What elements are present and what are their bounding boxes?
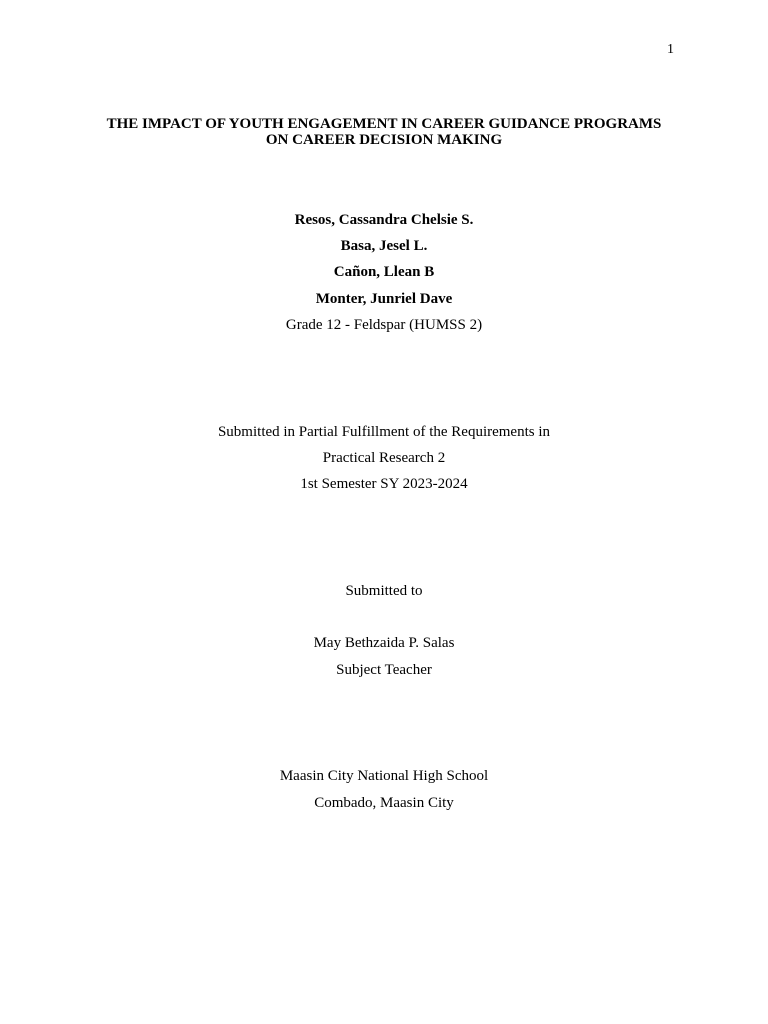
title-line-1: THE IMPACT OF YOUTH ENGAGEMENT IN CAREER GUIDANCE PROGRAMS <box>106 116 662 132</box>
author-4: Monter, Junriel Dave <box>315 291 453 307</box>
author-3: Cañon, Llean B <box>333 264 435 280</box>
grade-section: Grade 12 - Feldspar (HUMSS 2) <box>285 317 483 333</box>
teacher-role: Subject Teacher <box>336 662 432 678</box>
school-address: Combado, Maasin City <box>314 795 454 811</box>
author-2: Basa, Jesel L. <box>340 238 428 254</box>
school-name: Maasin City National High School <box>279 768 489 784</box>
author-1: Resos, Cassandra Chelsie S. <box>294 212 474 228</box>
page-number: 1 <box>667 42 674 57</box>
teacher-name: May Bethzaida P. Salas <box>313 635 455 651</box>
title-line-2: ON CAREER DECISION MAKING <box>265 132 503 148</box>
submission-line-1: Submitted in Partial Fulfillment of the Requirements in <box>217 424 551 440</box>
submitted-to-label: Submitted to <box>345 583 423 599</box>
submission-line-3: 1st Semester SY 2023-2024 <box>300 476 468 492</box>
submission-line-2: Practical Research 2 <box>322 450 446 466</box>
